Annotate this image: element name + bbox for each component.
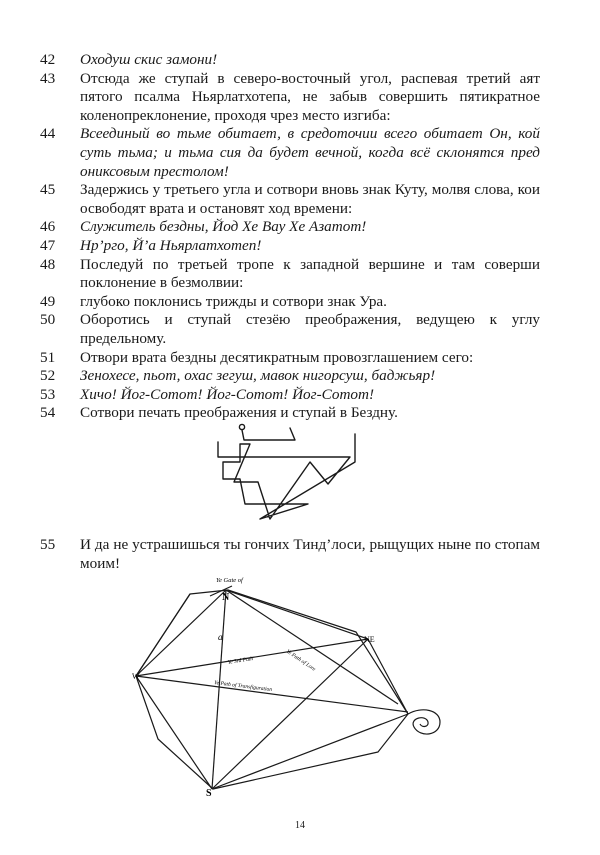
northeast-label: NE	[364, 635, 375, 644]
verse-text: Нр’рго, Й’а Ньярлатхотеп!	[80, 236, 262, 254]
verse-45	[40, 181, 540, 218]
verse-text: Сотвори печать преображения и ступай в Бездну.	[80, 404, 398, 422]
verse-number: 55	[40, 536, 56, 553]
verse-text: Оходуш скис замони!	[80, 51, 218, 68]
verse-text: Хичо! Йог-Сотот! Йог-Сотот! Йог-Сотот!	[80, 385, 375, 403]
verse-text: Отсюда же ступай в северо-восточный угол, распевая третий аят пятого псалма Ньярлатхотепа, не забыв совершить пятикратное коленопреклонение, проходя чрез место изгиба:	[80, 69, 540, 124]
verse-number: 44	[40, 125, 56, 143]
verse-number: 45	[40, 181, 56, 199]
verse-44	[40, 125, 540, 181]
verse-51	[40, 349, 540, 368]
gate-label: Ye Gate of	[216, 577, 243, 584]
verse-text: Задержись у третьего угла и сотвори вновь знак Куту, молвя слова, кои освободят врата и остановят ход времени:	[80, 181, 540, 217]
verse-number: 48	[40, 255, 56, 273]
west-label: W	[132, 672, 140, 681]
verse-52	[40, 367, 540, 386]
verse-number: 46	[40, 218, 56, 236]
verse-48	[40, 256, 540, 293]
verse-42	[40, 51, 540, 70]
gate-path-diagram	[128, 577, 448, 799]
path-of-lore-label: Ye Path of Lore	[284, 648, 317, 673]
verse-list	[40, 51, 540, 423]
verse-47	[40, 237, 540, 256]
verse-text: глубоко поклонись трижды и сотвори знак Ура.	[80, 292, 387, 310]
verse-text: И да не устрашишься ты гончих Тинд’лоси, рыщущих ныне по стопам моим!	[80, 536, 540, 572]
verse-number: 51	[40, 348, 56, 366]
verse-46	[40, 218, 540, 237]
verse-55	[40, 536, 540, 573]
point-a-label: a	[218, 632, 223, 642]
page-number: 14	[295, 820, 305, 831]
verse-number: 54	[40, 404, 56, 422]
verse-text: Всеединый во тьме обитает, в средоточии всего обитает Он, кой суть тьма; и тьма сия да будет вечной, когда всё склонятся пред ониксовым престолом!	[80, 125, 540, 180]
seal-of-transfiguration-figure	[200, 422, 375, 527]
path-of-transfiguration-label: Ye Path of Transfiguration	[213, 680, 273, 694]
verse-number: 50	[40, 311, 56, 329]
verse-text: Отвори врата бездны десятикратным провозглашением сего:	[80, 348, 474, 366]
verse-text: Зенохесе, пьот, охас зегуш, мавок нигорсуш, баджьяр!	[80, 367, 436, 385]
verse-50	[40, 311, 540, 348]
spiral-icon	[408, 710, 440, 734]
third-path-label: Ye 3rd Path	[227, 656, 254, 666]
verse-49	[40, 293, 540, 312]
verse-number: 52	[40, 367, 56, 385]
path-of-transfiguration-line	[136, 676, 408, 712]
verse-number: 42	[40, 51, 56, 68]
north-south-line	[212, 590, 226, 789]
verse-number: 43	[40, 69, 56, 87]
verse-54	[40, 404, 540, 423]
verse-number: 53	[40, 385, 56, 403]
verse-number: 47	[40, 236, 56, 254]
verse-43	[40, 70, 540, 126]
verse-text: Оборотись и ступай стезёю преображения, ведущею к углу предельному.	[80, 311, 540, 347]
verse-text: Служитель бездны, Йод Хе Вау Хе Азатот!	[80, 218, 367, 236]
verse-number: 49	[40, 292, 56, 310]
north-label: N	[222, 592, 230, 603]
verse-text: Последуй по третьей тропе к западной вершине и там соверши поклонение в безмолвии:	[80, 255, 540, 292]
verse-53	[40, 386, 540, 405]
south-label: S	[206, 788, 212, 799]
